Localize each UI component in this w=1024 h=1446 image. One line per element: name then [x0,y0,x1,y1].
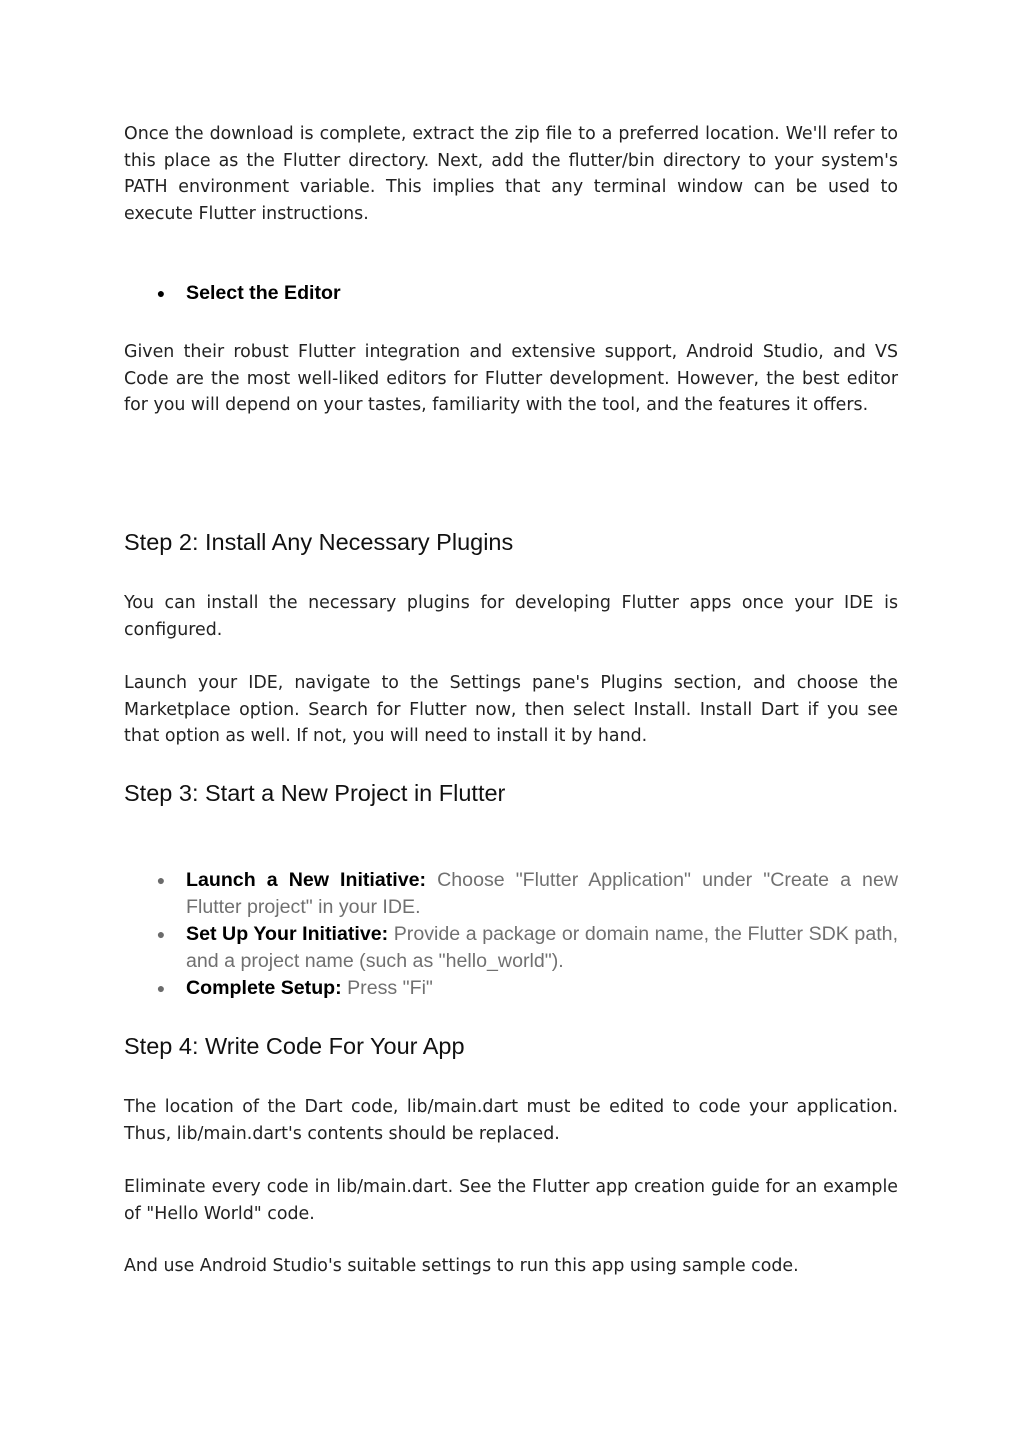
list-item-select-editor [124,280,898,307]
bullet-lead: Launch a New Initiative: [186,869,427,891]
step2-paragraph-1: You can install the necessary plugins for developing Flutter apps once your IDE is configured. [124,593,898,640]
bullet-icon: ● [156,980,166,996]
bullet-detail: Choose "Flutter Application" under "Create a new Flutter project" in your IDE. [186,869,898,918]
step4-heading: Step 4: Write Code For Your App [124,1033,465,1059]
step2-heading: Step 2: Install Any Necessary Plugins [124,529,514,555]
list-item [124,867,898,921]
bullet-icon: ● [156,926,166,942]
bullet-icon: ● [156,872,166,888]
step2-paragraph-2: Launch your IDE, navigate to the Settings pane's Plugins section, and choose the Marketplace option. Search for Flutter now, then select Install. Install Dart if you see that option as well. If not, you will need to install it by hand. [124,673,898,746]
editor-paragraph: Given their robust Flutter integration and extensive support, Android Studio, and VS Code are the most well-liked editors for Flutter development. However, the best editor for you will depend on your tastes, familiarity with the tool, and the features it offers. [124,342,898,415]
bullet-detail: Press "Fi" [341,977,433,999]
bullet-lead: Complete Setup: [186,977,342,999]
intro-paragraph: Once the download is complete, extract the zip file to a preferred location. We'll refer to this place as the Flutter directory. Next, add the flutter/bin directory to your system's PATH environment variable. This implies that any terminal window can be used to execute Flutter instructions. [124,124,898,224]
bullet-detail: Provide a package or domain name, the Flutter SDK path, and a project name (such as "hello_world"). [186,923,899,972]
list-item [124,975,898,1002]
step4-paragraph-2: Eliminate every code in lib/main.dart. See the Flutter app creation guide for an example of "Hello World" code. [124,1177,898,1224]
step4-paragraph-1: The location of the Dart code, lib/main.dart must be edited to code your application. Thus, lib/main.dart's contents should be replaced. [124,1097,898,1144]
bullet-text [186,975,898,1002]
bullet-lead: Set Up Your Initiative: [186,923,389,945]
bullet-text [186,921,898,975]
bullet-title: Select the Editor [186,282,341,304]
bullet-text [186,867,898,921]
step3-heading: Step 3: Start a New Project in Flutter [124,780,506,806]
list-item [124,921,898,975]
step4-paragraph-3: And use Android Studio's suitable settings to run this app using sample code. [124,1256,799,1276]
bullet-icon: ● [156,285,166,301]
